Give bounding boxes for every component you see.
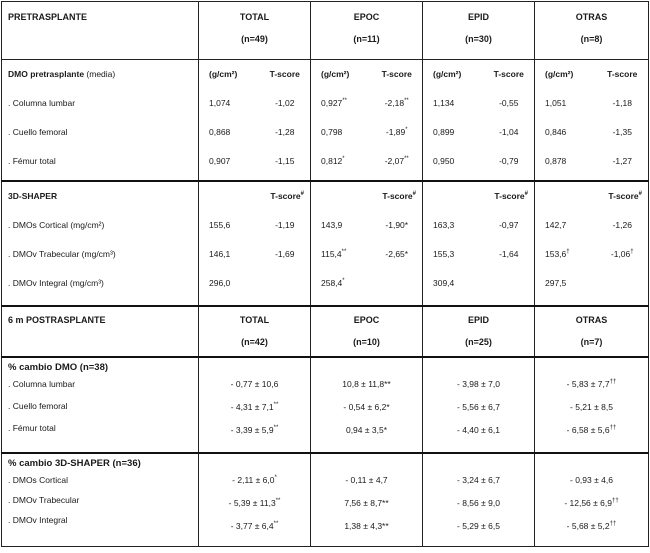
col-n: (n=7) — [580, 336, 603, 347]
tscore-value: -1,18 — [612, 97, 632, 108]
shaper-otras — [535, 181, 649, 305]
value-row — [423, 89, 534, 118]
value-row — [311, 269, 422, 298]
tscore-label: T-score# — [494, 191, 528, 202]
value-row — [311, 240, 422, 269]
value-row — [423, 211, 534, 240]
row-label: . DMOs Cortical — [8, 475, 68, 486]
tscore-mark: # — [524, 191, 528, 198]
bmd-value: 153,6† — [545, 249, 570, 260]
value-row — [535, 269, 648, 298]
subheader — [535, 182, 648, 211]
row-label: . DMOv Integral (mg/cm³) — [8, 278, 104, 289]
value-row — [535, 211, 648, 240]
col-n: (n=42) — [241, 336, 268, 347]
row-label: . Cuello femoral — [8, 126, 68, 137]
change-row — [311, 376, 422, 393]
post-col-otras — [535, 306, 649, 358]
significance-mark: ** — [273, 402, 279, 409]
tscore-value: -1,15 — [275, 155, 295, 166]
dmo-pre-title — [8, 60, 198, 89]
col-header-total — [199, 2, 311, 60]
change-row — [311, 518, 422, 535]
significance-mark: ** — [273, 425, 279, 432]
col-n: (n=49) — [241, 34, 268, 44]
dmo-pre-epid — [423, 59, 535, 181]
bmd-value: 146,1 — [209, 249, 231, 260]
col-n: (n=11) — [353, 34, 380, 44]
tscore-value: -1,02 — [275, 97, 295, 108]
col-name: EPID — [467, 12, 489, 22]
significance-mark: ** — [275, 498, 281, 505]
value-row — [199, 118, 310, 147]
dmo-change-epoc — [311, 357, 423, 453]
tscore-label: T-score — [381, 68, 412, 79]
dmo-pre-title-normal: (media) — [86, 68, 116, 79]
shaper-change-epid — [423, 453, 535, 546]
change-value: 10,8 ± 11,8** — [342, 379, 391, 390]
change-value: - 5,21 ± 8,5 — [570, 402, 613, 413]
change-value: - 6,58 ± 5,6†† — [566, 425, 617, 436]
change-value: - 0,93 ± 4,6 — [570, 475, 613, 486]
dmo-pre-labels — [2, 59, 199, 181]
change-value: - 5,39 ± 11,3** — [228, 498, 281, 509]
shaper-title: 3D-SHAPER — [8, 191, 58, 202]
change-row — [199, 422, 310, 439]
col-name: OTRAS — [575, 314, 608, 325]
shaper-epid — [423, 181, 535, 305]
change-value: - 8,56 ± 9,0 — [457, 498, 500, 509]
change-value: - 5,29 ± 6,5 — [457, 521, 500, 532]
col-header-epid — [423, 2, 535, 60]
change-row — [535, 376, 648, 393]
row-label: . DMOs Cortical (mg/cm²) — [8, 220, 105, 231]
bmd-value: 1,051 — [545, 97, 567, 108]
value-row — [199, 211, 310, 240]
tscore-value — [260, 269, 311, 298]
value-row — [535, 118, 648, 147]
tscore-value: -1,04 — [499, 126, 519, 137]
col-name: TOTAL — [239, 12, 270, 22]
significance-mark: † — [630, 249, 634, 256]
tscore-value: -0,79 — [499, 155, 519, 166]
change-value: - 4,31 ± 7,1** — [230, 402, 279, 413]
dmo-change-section — [2, 357, 649, 453]
dmo-pre-section — [2, 59, 649, 181]
spacer — [423, 182, 481, 211]
change-value: - 12,56 ± 6,9†† — [564, 498, 619, 509]
change-row — [199, 495, 310, 512]
change-value: 1,38 ± 4,3** — [344, 521, 389, 532]
change-row — [423, 518, 534, 535]
significance-mark: ** — [342, 98, 347, 105]
shaper-change-total — [199, 453, 311, 546]
change-row — [535, 399, 648, 416]
change-value: - 5,68 ± 5,2†† — [566, 521, 617, 532]
bmd-value: 155,3 — [433, 249, 455, 260]
section-title-pretrasplante: PRETRASPLANTE — [2, 2, 199, 60]
dmo-change-labels — [2, 357, 199, 453]
change-row — [311, 472, 422, 489]
bmd-value: 297,5 — [545, 278, 567, 289]
bmd-value: 0,907 — [209, 155, 231, 166]
shaper-change-section — [2, 453, 649, 546]
col-header-epoc — [311, 2, 423, 60]
change-row — [199, 518, 310, 535]
tscore-value: -2,18** — [384, 97, 409, 108]
row-label: . Cuello femoral — [8, 401, 68, 412]
shaper-change-title: % cambio 3D-SHAPER (n=36) — [8, 458, 141, 470]
change-row — [423, 399, 534, 416]
row-label: . DMOv Integral — [8, 515, 68, 526]
shaper-labels — [2, 181, 199, 305]
dmo-pre-epoc — [311, 59, 423, 181]
subheader — [199, 60, 310, 89]
tscore-mark: # — [638, 191, 642, 198]
bmd-value: 0,927** — [321, 97, 347, 108]
col-name: OTRAS — [575, 12, 608, 22]
tscore-value: -1,26 — [612, 220, 632, 231]
value-row — [311, 211, 422, 240]
change-row — [199, 399, 310, 416]
dmo-pre-title-bold: DMO pretrasplante — [8, 68, 85, 79]
shaper-change-epoc — [311, 453, 423, 546]
bmd-value: 0,868 — [209, 126, 231, 137]
tscore-value: -2,07** — [384, 155, 409, 166]
tscore-mark: # — [300, 191, 304, 198]
post-col-epid — [423, 306, 535, 358]
tscore-mark: # — [412, 191, 416, 198]
value-row — [535, 240, 648, 269]
tscore-value: -0,97 — [499, 220, 519, 231]
row-label: . Fémur total — [8, 155, 56, 166]
col-name: EPOC — [353, 314, 380, 325]
bmd-value: 0,846 — [545, 126, 567, 137]
value-row — [311, 89, 422, 118]
value-row — [535, 147, 648, 176]
change-value: - 3,77 ± 6,4** — [230, 521, 279, 532]
spacer — [535, 182, 594, 211]
significance-mark: †† — [611, 498, 619, 505]
spacer — [199, 182, 257, 211]
change-row — [423, 376, 534, 393]
change-value: - 3,98 ± 7,0 — [457, 379, 500, 390]
bmd-value: 0,899 — [433, 126, 455, 137]
value-row — [199, 147, 310, 176]
bmd-value: 155,6 — [209, 220, 231, 231]
bmd-value: 309,4 — [433, 278, 455, 289]
value-row — [199, 89, 310, 118]
dmo-pre-otras — [535, 59, 649, 181]
unit-label: (g/cm²) — [433, 68, 462, 79]
value-row — [199, 269, 310, 298]
value-row — [423, 240, 534, 269]
tscore-label: T-score — [493, 68, 524, 79]
value-row — [199, 240, 310, 269]
bmd-value: 142,7 — [545, 220, 567, 231]
unit-label: (g/cm²) — [545, 68, 574, 79]
dmo-change-total — [199, 357, 311, 453]
subheader — [311, 182, 422, 211]
subheader — [199, 182, 310, 211]
dmo-pre-total — [199, 59, 311, 181]
change-row — [311, 399, 422, 416]
significance-mark: †† — [609, 425, 617, 432]
change-row — [423, 495, 534, 512]
change-value: - 0,54 ± 6,2* — [343, 402, 390, 413]
change-value: 7,56 ± 8,7** — [344, 498, 389, 509]
significance-mark: † — [566, 249, 570, 256]
bmd-value: 1,074 — [209, 97, 231, 108]
tscore-value: -1,69 — [275, 249, 295, 260]
change-row — [199, 472, 310, 489]
significance-mark: * — [342, 278, 345, 285]
results-table — [1, 1, 649, 547]
subheader — [535, 60, 648, 89]
col-n: (n=10) — [353, 336, 380, 347]
bmd-value: 296,0 — [209, 278, 231, 289]
change-row — [199, 376, 310, 393]
shaper-total — [199, 181, 311, 305]
significance-mark: ** — [404, 156, 409, 163]
bmd-value: 0,798 — [321, 126, 343, 137]
shaper-epoc — [311, 181, 423, 305]
bmd-value: 1,134 — [433, 97, 455, 108]
change-value: - 3,39 ± 5,9** — [230, 425, 279, 436]
col-header-otras — [535, 2, 649, 60]
row-label: . DMOv Trabecular — [8, 495, 80, 506]
bmd-value: 258,4* — [321, 278, 345, 289]
value-row — [423, 147, 534, 176]
bmd-value: 115,4** — [321, 249, 347, 260]
change-value: - 0,11 ± 4,7 — [345, 475, 388, 486]
col-name: EPID — [467, 314, 489, 325]
change-row — [535, 472, 648, 489]
tscore-label: T-score# — [382, 191, 416, 202]
tscore-value: -1,90* — [385, 220, 409, 231]
tscore-value: -1,19 — [275, 220, 295, 231]
tscore-value: -2,65* — [385, 249, 409, 260]
change-value: - 0,77 ± 10,6 — [230, 379, 279, 390]
value-row — [311, 118, 422, 147]
tscore-value: -0,55 — [499, 97, 519, 108]
tscore-value: -1,89* — [385, 126, 408, 137]
tscore-value: -1,35 — [612, 126, 632, 137]
col-n: (n=25) — [465, 336, 492, 347]
significance-mark: ** — [341, 249, 347, 256]
change-row — [423, 472, 534, 489]
row-label: . DMOv Trabecular (mg/cm³) — [8, 249, 116, 260]
subheader — [311, 60, 422, 89]
tscore-label: T-score# — [270, 191, 304, 202]
bmd-value: 163,3 — [433, 220, 455, 231]
post-col-epoc — [311, 306, 423, 358]
bmd-value: 0,950 — [433, 155, 455, 166]
spacer — [311, 182, 369, 211]
value-row — [423, 118, 534, 147]
change-row — [535, 495, 648, 512]
tscore-value: -1,64 — [499, 249, 519, 260]
tscore-label: T-score# — [608, 191, 642, 202]
change-value: - 5,56 ± 6,7 — [457, 402, 500, 413]
subheader — [423, 60, 534, 89]
post-col-total — [199, 306, 311, 358]
col-name: TOTAL — [239, 314, 270, 325]
bmd-value: 143,9 — [321, 220, 343, 231]
significance-mark: * — [405, 127, 408, 134]
change-row — [535, 422, 648, 439]
value-row — [535, 89, 648, 118]
section-title-postrasplante: 6 m POSTRASPLANTE — [2, 306, 199, 358]
tscore-label: T-score — [269, 68, 300, 79]
tscore-value — [597, 269, 649, 298]
tscore-value: -1,27 — [612, 155, 632, 166]
subheader — [423, 182, 534, 211]
tscore-label: T-score — [607, 68, 638, 79]
dmo-change-otras — [535, 357, 649, 453]
row-label: . Columna lumbar — [8, 97, 76, 108]
significance-mark: * — [274, 475, 277, 482]
shaper-section — [2, 181, 649, 305]
dmo-change-epid — [423, 357, 535, 453]
dmo-change-title: % cambio DMO (n=38) — [8, 362, 109, 374]
bmd-value: 0,812* — [321, 155, 345, 166]
unit-label: (g/cm²) — [321, 68, 350, 79]
col-n: (n=30) — [465, 34, 492, 44]
bmd-value: 0,878 — [545, 155, 567, 166]
unit-label: (g/cm²) — [209, 68, 238, 79]
change-value: - 2,11 ± 6,0* — [232, 475, 277, 486]
col-name: EPOC — [353, 12, 380, 22]
shaper-change-labels — [2, 453, 199, 546]
row-label: . Fémur total — [8, 423, 56, 434]
change-row — [311, 422, 422, 439]
change-value: - 3,24 ± 6,7 — [457, 475, 500, 486]
significance-mark: ** — [273, 521, 279, 528]
change-value: - 4,40 ± 6,1 — [457, 425, 500, 436]
change-value: - 5,83 ± 7,7†† — [566, 379, 617, 390]
significance-mark: †† — [609, 379, 617, 386]
shaper-change-otras — [535, 453, 649, 546]
tscore-value: -1,28 — [275, 126, 295, 137]
tscore-value: -1,06† — [610, 249, 634, 260]
value-row — [311, 147, 422, 176]
col-n: (n=8) — [580, 34, 603, 44]
change-row — [311, 495, 422, 512]
tscore-value — [372, 269, 423, 298]
tscore-value — [484, 269, 535, 298]
significance-mark: †† — [609, 521, 617, 528]
change-value: 0,94 ± 3,5* — [345, 425, 388, 436]
significance-mark: * — [342, 156, 345, 163]
value-row — [423, 269, 534, 298]
row-label: . Columna lumbar — [8, 379, 76, 390]
change-row — [535, 518, 648, 535]
change-row — [423, 422, 534, 439]
significance-mark: ** — [404, 98, 409, 105]
